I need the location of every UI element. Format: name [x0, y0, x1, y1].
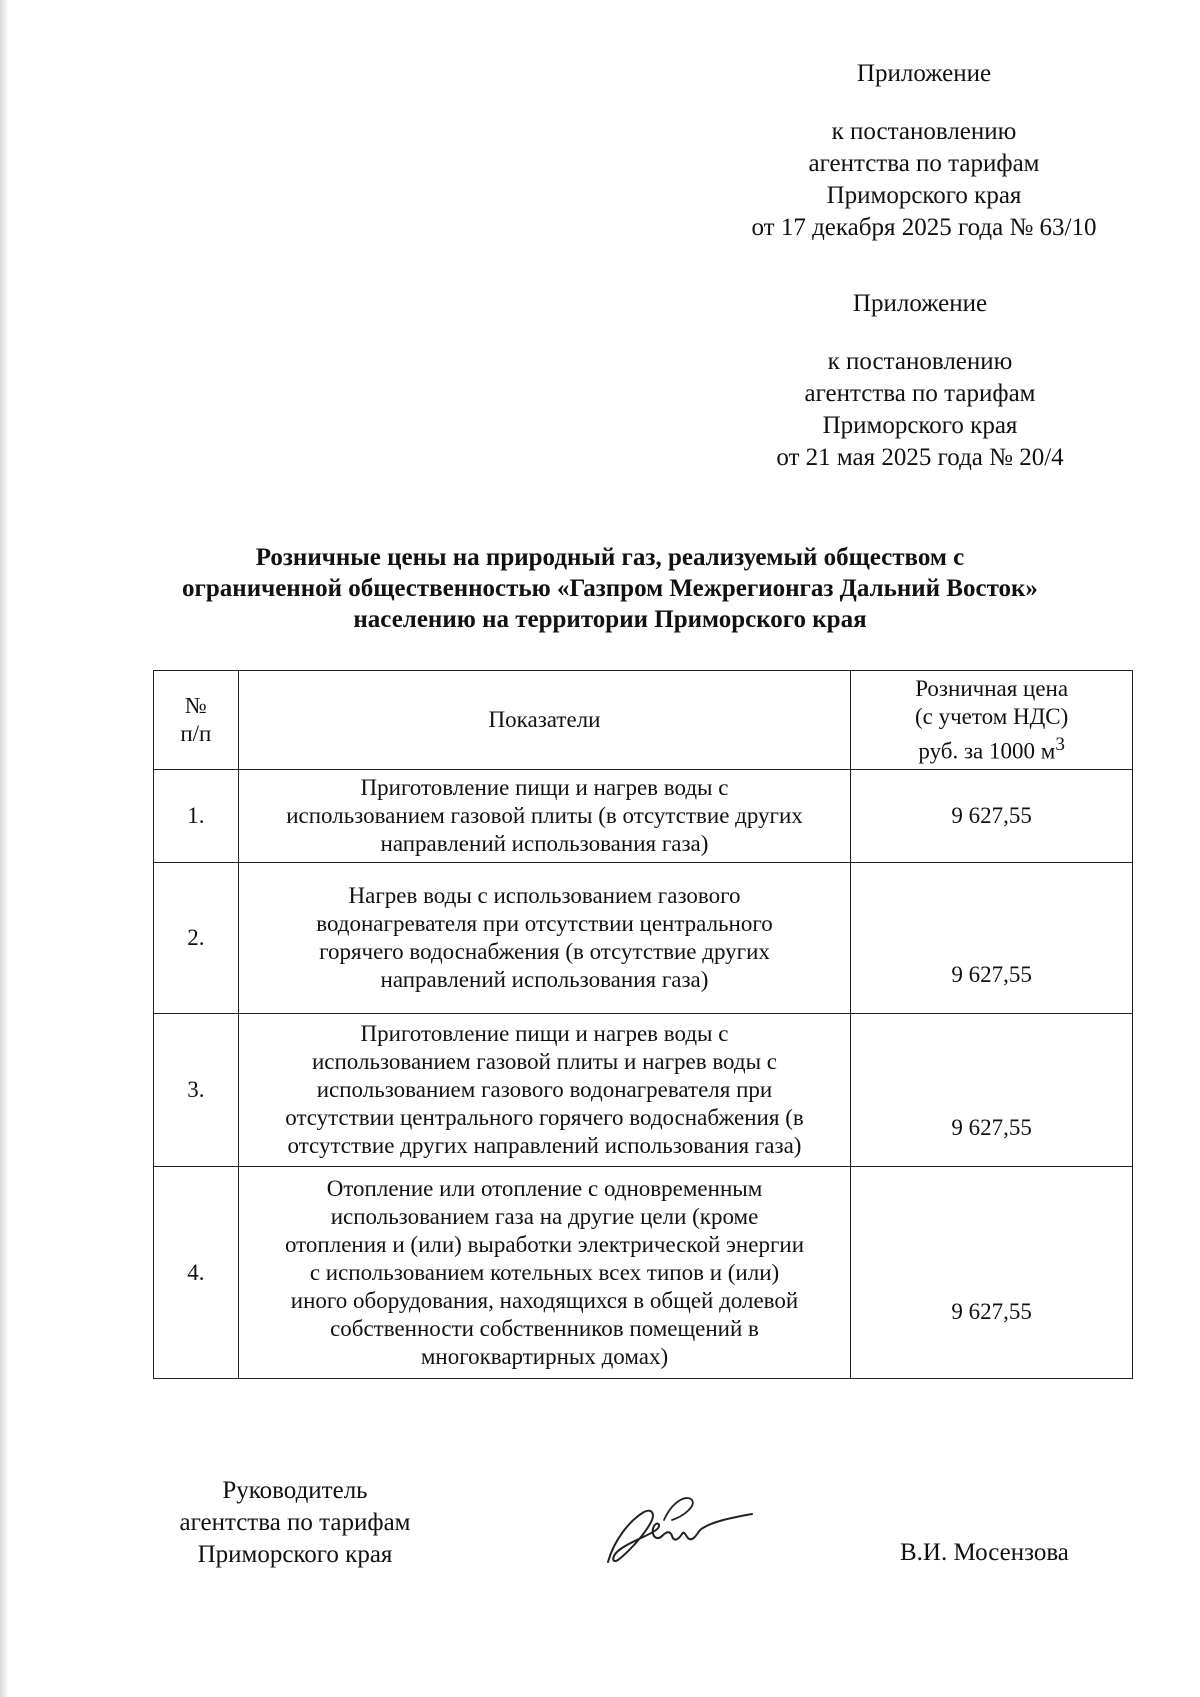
indicator-line: направлений использования газа) — [380, 831, 709, 856]
indicator-line: использованием газа на другие цели (кроме — [330, 1203, 759, 1229]
header-indicators: Показатели — [238, 671, 851, 770]
row-number: 2. — [154, 863, 239, 1014]
appendix-line: к постановлению — [827, 348, 1013, 375]
header-number-symbol: № — [184, 693, 207, 718]
indicator-line: многоквартирных домах) — [420, 1343, 669, 1369]
indicator-line: Приготовление пищи и нагрев воды с — [360, 1021, 729, 1046]
header-price — [851, 671, 1133, 770]
row-number: 4. — [154, 1167, 239, 1379]
header-price-unit — [855, 731, 1128, 766]
header-price-line: Розничная цена — [915, 675, 1069, 701]
indicator-line: отопления и (или) выработки электрической энергии — [284, 1231, 804, 1257]
row-price: 9 627,55 — [851, 770, 1133, 863]
row-number: 1. — [154, 770, 239, 863]
header-number-abbr: п/п — [180, 721, 212, 746]
row-price: 9 627,55 — [851, 863, 1133, 1014]
price-table — [153, 670, 1133, 1379]
signatory-name: В.И. Мосензова — [900, 1539, 1069, 1566]
row-indicator — [238, 770, 851, 863]
indicator-line: иного оборудования, находящихся в общей долевой — [290, 1287, 799, 1313]
row-indicator — [238, 1167, 851, 1379]
appendix-line: агентства по тарифам — [804, 380, 1036, 407]
indicator-line: отсутствии центрального горячего водоснабжения (в — [285, 1105, 804, 1130]
title-line: ограниченной общественностью «Газпром Межрегионгаз Дальний Восток» — [182, 575, 1038, 602]
header-number — [154, 671, 239, 770]
indicator-line: использованием газовой плиты (в отсутствие других — [286, 803, 803, 828]
signatory-position — [130, 1475, 460, 1571]
row-indicator — [238, 1014, 851, 1167]
indicator-line: направлений использования газа) — [380, 967, 709, 992]
appendix-block-current — [674, 58, 1174, 244]
indicator-line: Приготовление пищи и нагрев воды с — [360, 775, 729, 800]
indicator-line: водонагревателя при отсутствии центрального — [316, 911, 773, 936]
indicator-line: Нагрев воды с использованием газового — [348, 883, 741, 908]
appendix-line: Приморского края — [826, 182, 1022, 209]
table-row — [154, 1167, 1133, 1379]
indicator-line: использованием газового водонагревателя при — [316, 1077, 773, 1102]
appendix-date-line: от 21 мая 2025 года № 20/4 — [776, 444, 1064, 471]
handwritten-signature-icon — [600, 1490, 760, 1570]
header-price-unit-exponent: 3 — [1055, 733, 1065, 755]
appendix-block-previous — [670, 288, 1170, 474]
document-title — [140, 542, 1080, 635]
header-price-line: (с учетом НДС) — [914, 703, 1069, 729]
appendix-heading: Приложение — [852, 290, 988, 317]
table-row — [154, 770, 1133, 863]
table-header-row — [154, 671, 1133, 770]
appendix-line: агентства по тарифам — [808, 150, 1040, 177]
row-number: 3. — [154, 1014, 239, 1167]
appendix-line: к постановлению — [831, 118, 1017, 145]
indicator-line: отсутствие других направлений использования газа) — [287, 1133, 802, 1158]
appendix-date-line: от 17 декабря 2025 года № 63/10 — [751, 214, 1097, 241]
scan-edge-shadow — [0, 0, 9, 1697]
row-indicator — [238, 863, 851, 1014]
header-price-unit-text: руб. за 1000 м — [918, 738, 1056, 764]
table-row — [154, 1014, 1133, 1167]
indicator-line: горячего водоснабжения (в отсутствие других — [319, 939, 770, 964]
position-line: Приморского края — [197, 1541, 393, 1568]
row-price: 9 627,55 — [851, 1014, 1133, 1167]
position-line: агентства по тарифам — [179, 1509, 411, 1536]
indicator-line: Отопление или отопление с одновременным — [326, 1175, 763, 1201]
position-line: Руководитель — [222, 1477, 368, 1504]
title-line: Розничные цены на природный газ, реализуемый обществом с — [255, 544, 965, 571]
indicator-line: собственности собственников помещений в — [330, 1315, 759, 1341]
appendix-heading: Приложение — [856, 60, 992, 87]
row-price: 9 627,55 — [851, 1167, 1133, 1379]
table-row — [154, 863, 1133, 1014]
appendix-line: Приморского края — [822, 412, 1018, 439]
title-line: населению на территории Приморского края — [353, 606, 867, 633]
indicator-line: использованием газовой плиты и нагрев воды с — [311, 1049, 777, 1074]
indicator-line: с использованием котельных всех типов и (или) — [309, 1259, 780, 1285]
